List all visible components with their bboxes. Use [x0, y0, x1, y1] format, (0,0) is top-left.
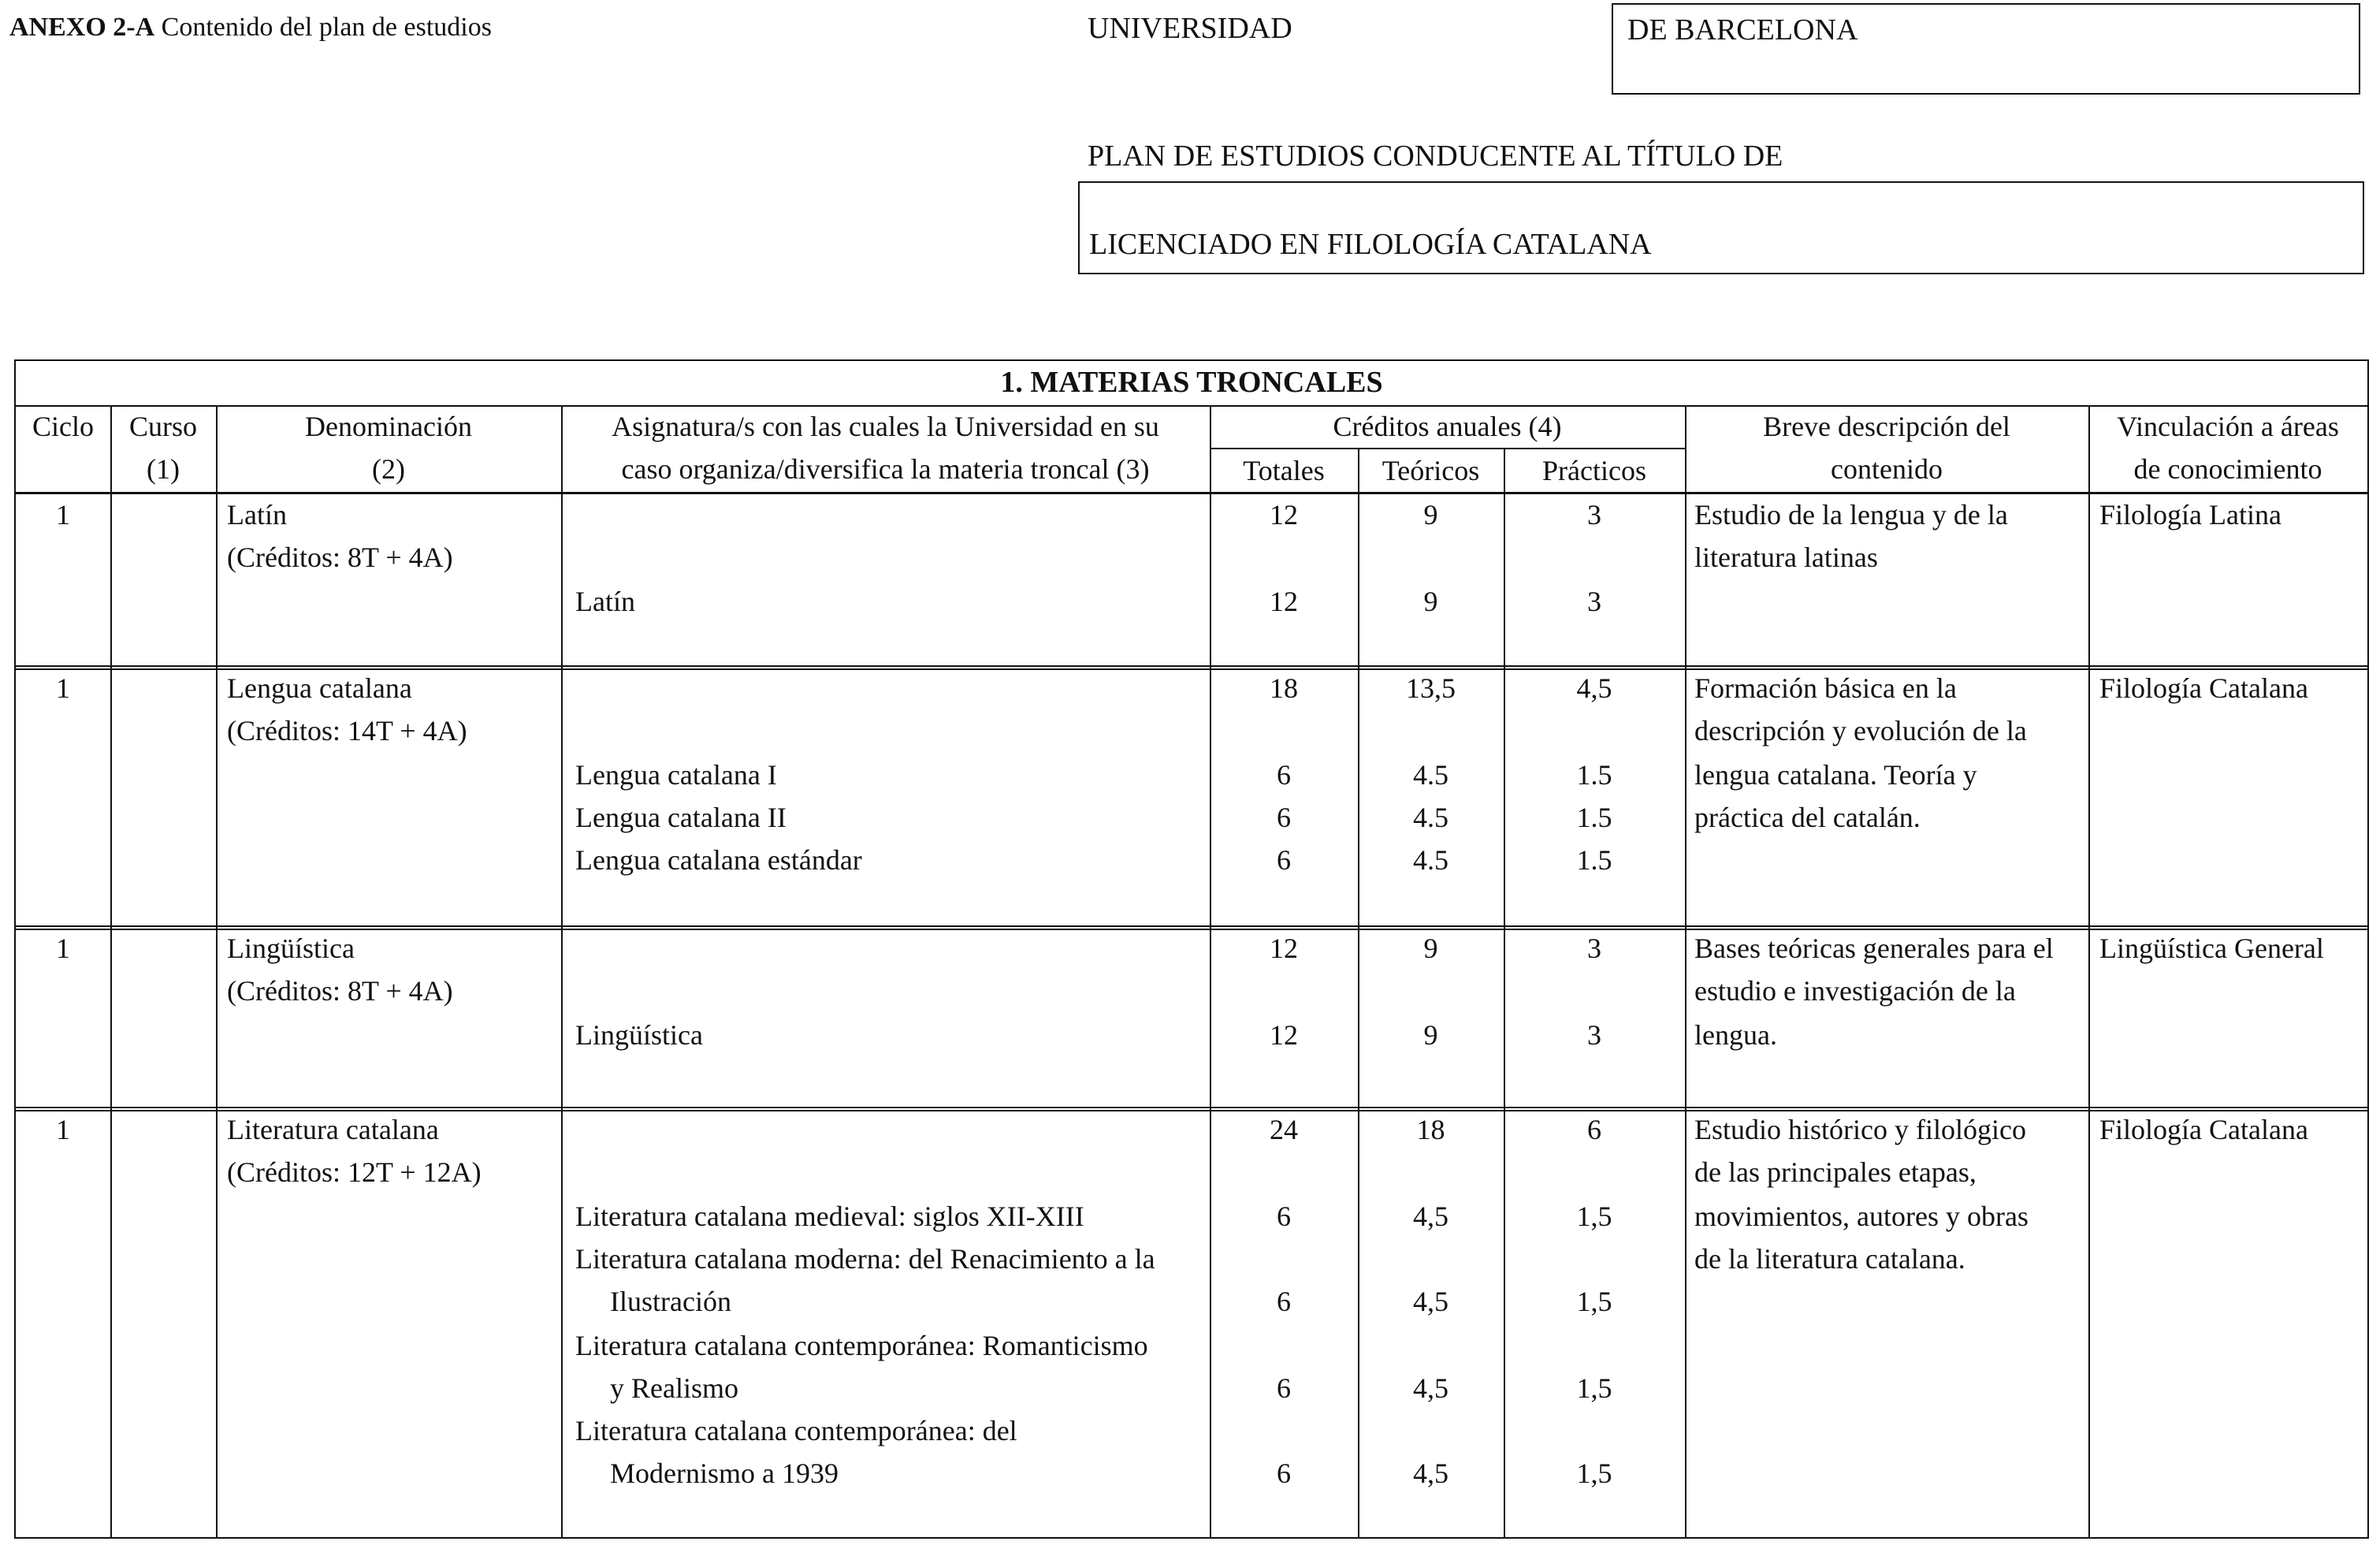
rule: [110, 405, 112, 1537]
row-descripcion-line: lengua.: [1694, 1019, 1777, 1051]
asignatura-teoricos: 4.5: [1413, 844, 1448, 876]
row-area: Filología Latina: [2099, 499, 2281, 531]
asignatura-teoricos: 4,5: [1413, 1372, 1448, 1404]
row-denominacion: Literatura catalana: [227, 1114, 439, 1145]
asignatura-totales: 6: [1277, 1458, 1291, 1489]
col-totales: Totales: [1243, 455, 1325, 486]
row-area: Lingüística General: [2099, 933, 2324, 964]
col-denominacion-note: (2): [372, 453, 405, 485]
row-ciclo: 1: [56, 672, 70, 704]
annex-text: Contenido del plan de estudios: [161, 13, 492, 42]
col-asignaturas-cont: caso organiza/diversifica la materia troncal (3): [621, 453, 1150, 485]
row-teoricos: 9: [1423, 499, 1438, 531]
asignatura-name: Lengua catalana II: [575, 802, 787, 833]
row-practicos: 4,5: [1576, 672, 1612, 704]
row-creditos-note: (Créditos: 14T + 4A): [227, 715, 467, 746]
row-descripcion-line: Bases teóricas generales para el: [1694, 933, 2054, 964]
row-ciclo: 1: [56, 499, 70, 531]
col-practicos: Prácticos: [1542, 455, 1646, 486]
table-title: 1. MATERIAS TRONCALES: [1000, 366, 1383, 399]
asignatura-name: Literatura catalana contemporánea: Romanticismo: [575, 1330, 1148, 1361]
annex-heading: [9, 13, 492, 43]
col-curso-note: (1): [147, 453, 180, 485]
asignatura-practicos: 1,5: [1576, 1286, 1612, 1317]
row-totales: 12: [1270, 933, 1298, 964]
rule: [1685, 405, 1686, 1537]
row-descripcion-line: estudio e investigación de la: [1694, 975, 2016, 1007]
asignatura-teoricos: 4,5: [1413, 1201, 1448, 1232]
asignatura-totales: 6: [1277, 759, 1291, 791]
col-ciclo: Ciclo: [32, 411, 94, 442]
row-teoricos: 13,5: [1406, 672, 1456, 704]
row-denominacion: Lengua catalana: [227, 672, 412, 704]
row-teoricos: 9: [1423, 933, 1438, 964]
rule: [216, 405, 218, 1537]
asignatura-totales: 6: [1277, 1372, 1291, 1404]
asignatura-teoricos: 4,5: [1413, 1458, 1448, 1489]
row-descripcion-line: descripción y evolución de la: [1694, 715, 2027, 746]
col-descripcion-cont: contenido: [1831, 453, 1943, 485]
row-practicos: 6: [1587, 1114, 1601, 1145]
row-ciclo: 1: [56, 933, 70, 964]
asignatura-name: Literatura catalana moderna: del Renacimiento a la: [575, 1243, 1155, 1275]
row-descripcion-line: lengua catalana. Teoría y: [1694, 759, 1977, 791]
asignatura-teoricos: 4,5: [1413, 1286, 1448, 1317]
degree-title: LICENCIADO EN FILOLOGÍA CATALANA: [1089, 228, 1652, 261]
asignatura-totales: 6: [1277, 802, 1291, 833]
row-practicos: 3: [1587, 933, 1601, 964]
col-curso: Curso: [128, 411, 197, 442]
row-descripcion-line: de la literatura catalana.: [1694, 1243, 1965, 1275]
asignatura-teoricos: 9: [1423, 586, 1438, 617]
asignatura-name: Literatura catalana medieval: siglos XII-XIII: [575, 1201, 1084, 1232]
row-creditos-note: (Créditos: 12T + 12A): [227, 1156, 482, 1188]
row-area: Filología Catalana: [2099, 1114, 2308, 1145]
row-descripcion-line: práctica del catalán.: [1694, 802, 1921, 833]
asignatura-totales: 12: [1270, 586, 1298, 617]
asignatura-practicos: 3: [1587, 1019, 1601, 1051]
asignatura-totales: 6: [1277, 1201, 1291, 1232]
annex-label: ANEXO 2-A: [9, 13, 155, 42]
materias-troncales-table: [14, 359, 2369, 1539]
row-practicos: 3: [1587, 499, 1601, 531]
row-creditos-note: (Créditos: 8T + 4A): [227, 542, 453, 573]
row-descripcion-line: literatura latinas: [1694, 542, 1878, 573]
row-denominacion: Lingüística: [227, 933, 355, 964]
asignatura-practicos: 3: [1587, 586, 1601, 617]
degree-title-box: [1078, 181, 2364, 274]
asignatura-teoricos: 9: [1423, 1019, 1438, 1051]
col-teoricos: Teóricos: [1382, 455, 1480, 486]
row-totales: 18: [1270, 672, 1298, 704]
asignatura-totales: 12: [1270, 1019, 1298, 1051]
asignatura-name: Latín: [575, 586, 635, 617]
col-vinculacion: Vinculación a áreas: [2117, 411, 2339, 442]
plan-label: PLAN DE ESTUDIOS CONDUCENTE AL TÍTULO DE: [1088, 140, 1783, 173]
col-creditos: Créditos anuales (4): [1333, 411, 1562, 442]
col-denominacion: Denominación: [305, 411, 472, 442]
row-teoricos: 18: [1416, 1114, 1445, 1145]
rule: [16, 492, 2367, 494]
asignatura-practicos: 1.5: [1576, 759, 1612, 791]
asignatura-practicos: 1,5: [1576, 1372, 1612, 1404]
university-box: [1612, 3, 2360, 95]
row-descripcion-line: de las principales etapas,: [1694, 1156, 1977, 1188]
asignatura-practicos: 1,5: [1576, 1201, 1612, 1232]
asignatura-totales: 6: [1277, 1286, 1291, 1317]
row-totales: 12: [1270, 499, 1298, 531]
asignatura-name-cont: Modernismo a 1939: [610, 1458, 839, 1489]
row-descripcion-line: Formación básica en la: [1694, 672, 1957, 704]
asignatura-name-cont: y Realismo: [610, 1372, 738, 1404]
asignatura-practicos: 1.5: [1576, 802, 1612, 833]
asignatura-name-cont: Ilustración: [610, 1286, 731, 1317]
row-denominacion: Latín: [227, 499, 287, 531]
row-descripcion-line: Estudio histórico y filológico: [1694, 1114, 2026, 1145]
col-asignaturas: Asignatura/s con las cuales la Universidad en su: [612, 411, 1159, 442]
row-totales: 24: [1270, 1114, 1298, 1145]
col-descripcion: Breve descripción del: [1763, 411, 2010, 442]
asignatura-teoricos: 4.5: [1413, 802, 1448, 833]
asignatura-name: Lengua catalana I: [575, 759, 777, 791]
rule: [2088, 405, 2090, 1537]
asignatura-practicos: 1,5: [1576, 1458, 1612, 1489]
asignatura-name: Lingüística: [575, 1019, 703, 1051]
asignatura-name: Lengua catalana estándar: [575, 844, 862, 876]
asignatura-name: Literatura catalana contemporánea: del: [575, 1415, 1017, 1446]
row-ciclo: 1: [56, 1114, 70, 1145]
col-vinculacion-cont: de conocimiento: [2133, 453, 2322, 485]
university-name: DE BARCELONA: [1627, 13, 1858, 47]
row-creditos-note: (Créditos: 8T + 4A): [227, 975, 453, 1007]
rule: [561, 405, 563, 1537]
row-descripcion-line: Estudio de la lengua y de la: [1694, 499, 2008, 531]
asignatura-teoricos: 4.5: [1413, 759, 1448, 791]
row-area: Filología Catalana: [2099, 672, 2308, 704]
asignatura-practicos: 1.5: [1576, 844, 1612, 876]
row-descripcion-line: movimientos, autores y obras: [1694, 1201, 2029, 1232]
university-label: UNIVERSIDAD: [1088, 12, 1292, 45]
asignatura-totales: 6: [1277, 844, 1291, 876]
